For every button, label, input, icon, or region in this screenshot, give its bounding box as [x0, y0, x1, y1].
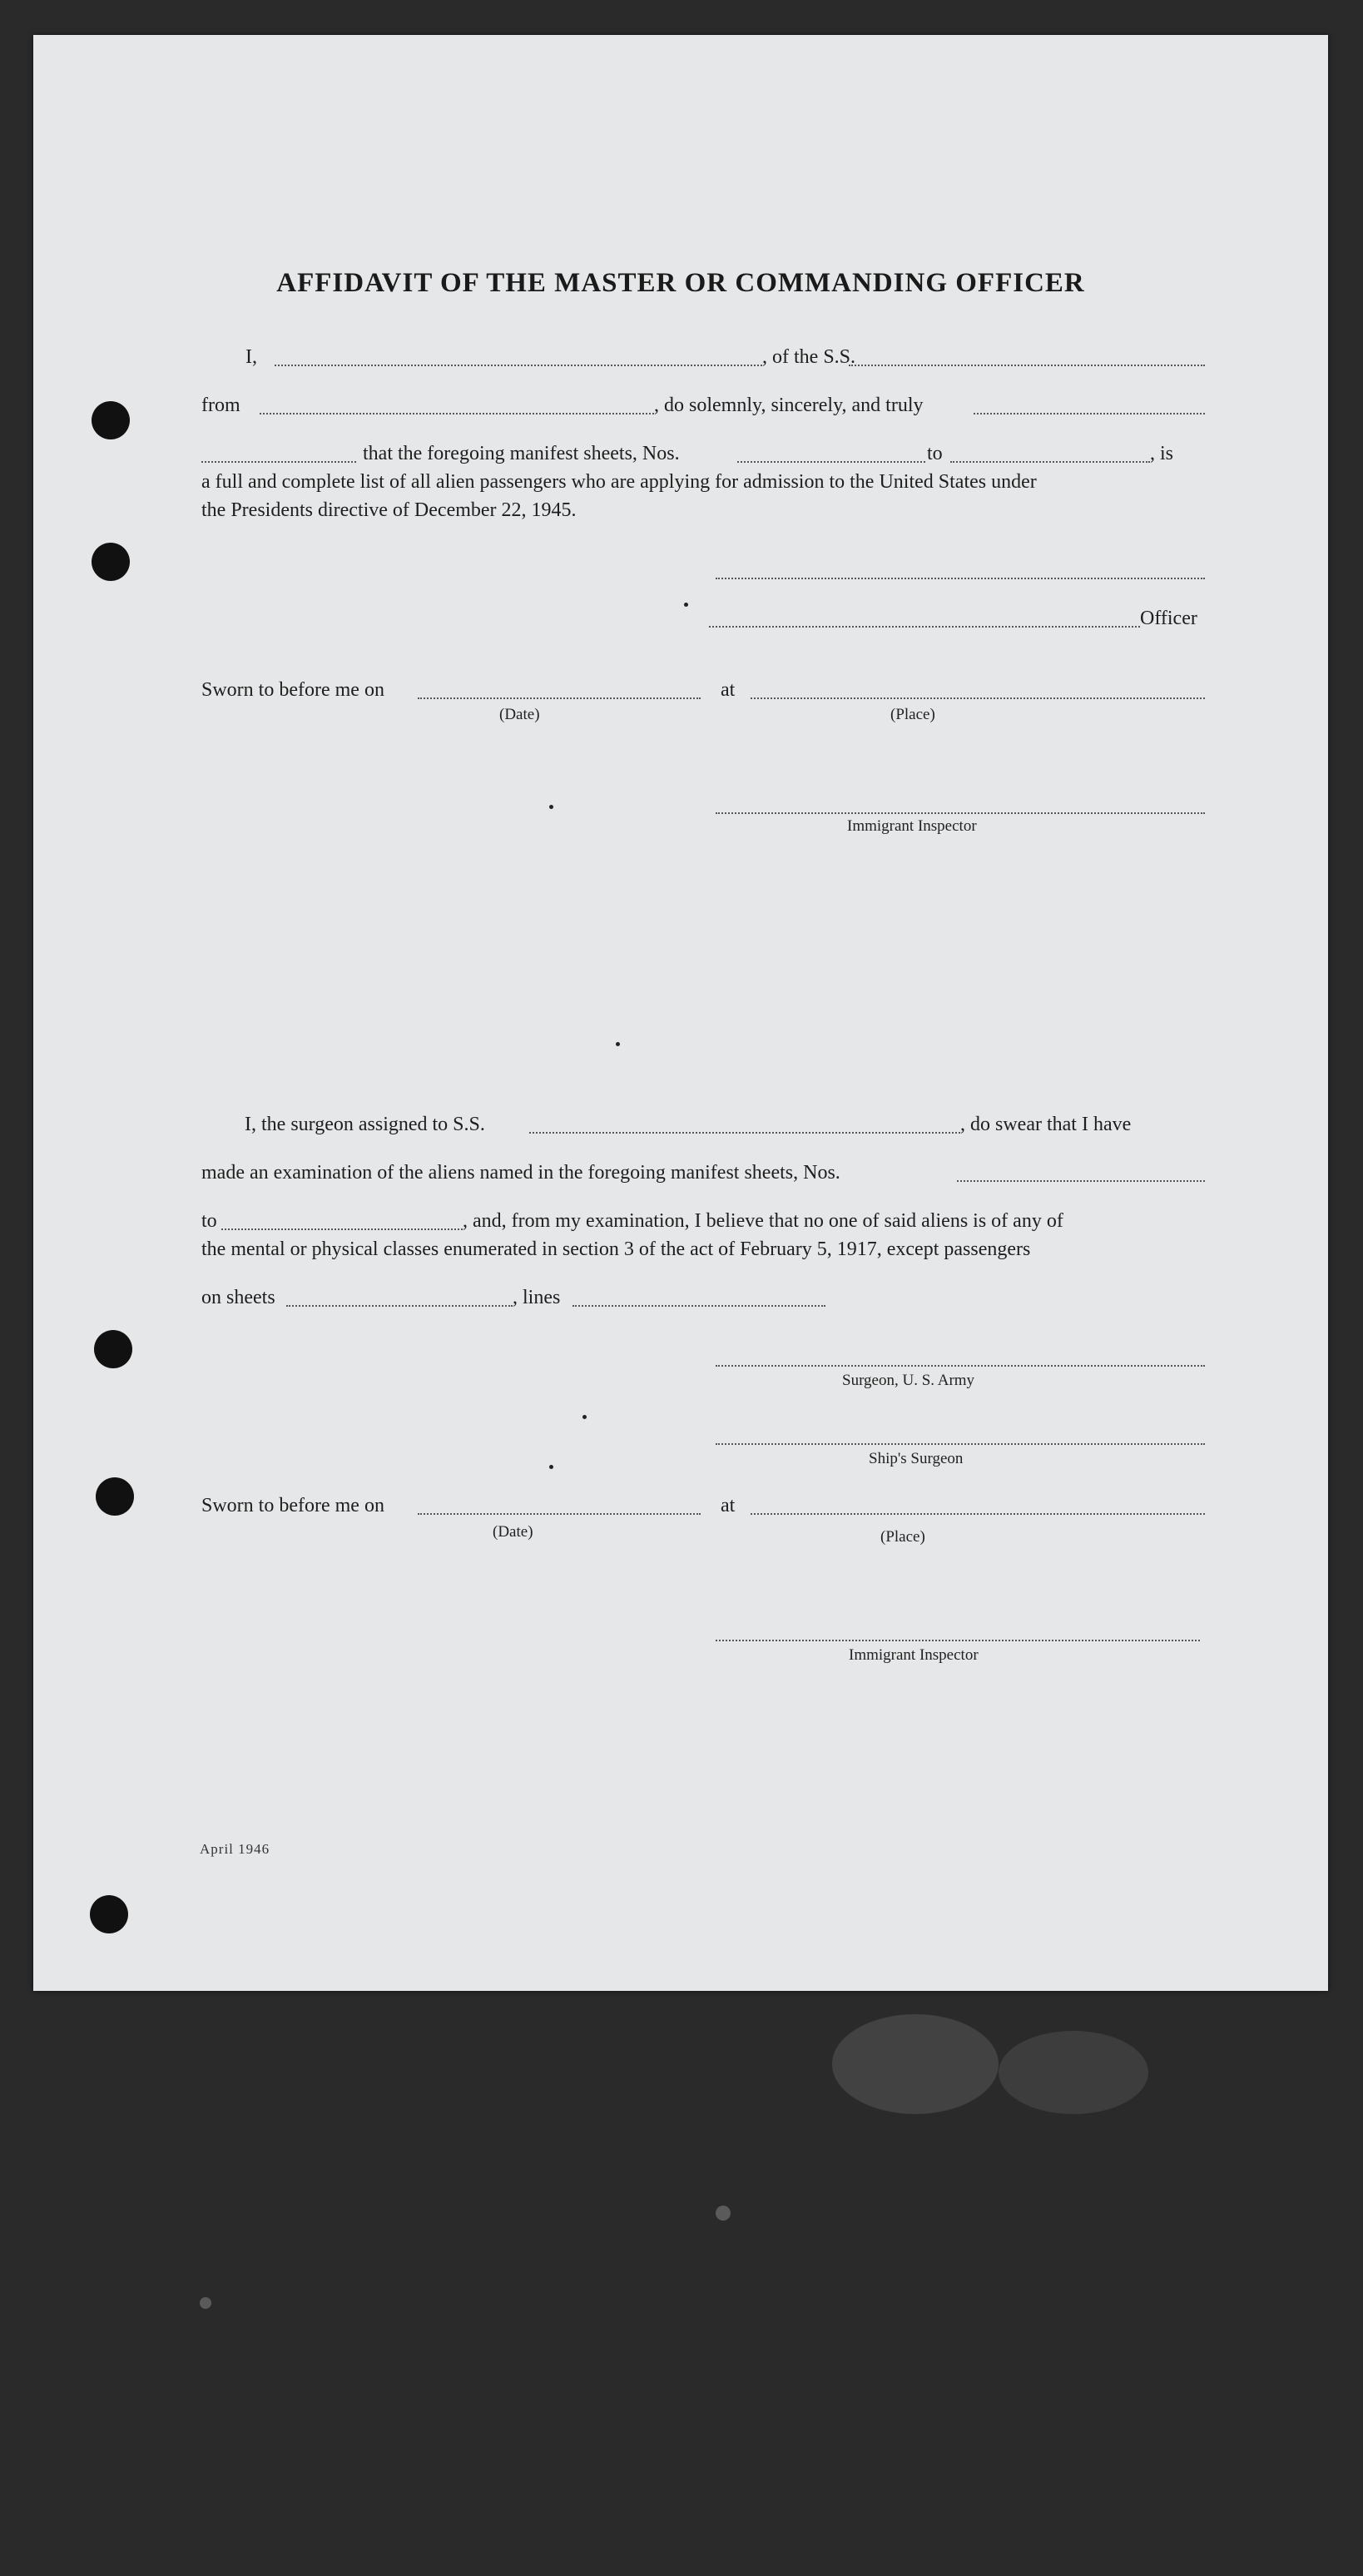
master-sworn-date-field[interactable]: [418, 697, 701, 699]
punch-hole: [96, 1477, 134, 1516]
officer-signature-line-2[interactable]: [709, 626, 1140, 628]
stray-mark: [684, 603, 688, 607]
master-inspector-caption: Immigrant Inspector: [847, 817, 977, 835]
master-line1-i: I,: [245, 346, 257, 368]
backdrop-speck: [999, 2031, 1148, 2114]
master-date-caption: (Date): [499, 706, 540, 723]
surgeon-line4: the mental or physical classes enumerated in section 3 of the act of February 5, 1917, except passengers: [201, 1238, 1031, 1260]
sheets-to-field[interactable]: [950, 461, 1150, 463]
surgeon-line1-a: I, the surgeon assigned to S.S.: [245, 1114, 485, 1135]
stray-mark: [616, 1042, 620, 1046]
master-place-caption: (Place): [890, 706, 935, 723]
master-line1-of-ss: , of the S.S.: [762, 346, 856, 368]
surgeon-place-caption: (Place): [880, 1528, 925, 1546]
except-lines-field[interactable]: [572, 1305, 825, 1307]
form-date: April 1946: [200, 1841, 270, 1857]
army-surgeon-signature[interactable]: [716, 1365, 1205, 1367]
stray-mark: [582, 1415, 587, 1419]
master-line3-a: that the foregoing manifest sheets, Nos.: [363, 443, 680, 464]
punch-hole: [92, 543, 130, 581]
punch-hole: [92, 401, 130, 439]
surgeon-ship-field[interactable]: [529, 1132, 960, 1134]
master-name-field[interactable]: [275, 365, 762, 366]
backdrop-speck: [716, 2206, 731, 2221]
surgeon-line3-to: to: [201, 1210, 217, 1232]
surgeon-line5-a: on sheets: [201, 1287, 275, 1308]
punch-hole: [94, 1330, 132, 1368]
master-sworn-label: Sworn to before me on: [201, 679, 384, 701]
surgeon-sworn-place-field[interactable]: [751, 1513, 1205, 1515]
officer-signature-line-1[interactable]: [716, 578, 1205, 579]
master-line2-from: from: [201, 395, 240, 416]
master-line3-to: to: [927, 443, 943, 464]
surgeon-inspector-caption: Immigrant Inspector: [849, 1646, 979, 1664]
surgeon-sworn-label: Sworn to before me on: [201, 1495, 384, 1516]
stray-mark: [549, 805, 553, 809]
stray-mark: [549, 1465, 553, 1469]
master-line5: the Presidents directive of December 22, 1945.: [201, 499, 577, 521]
surgeon-inspector-signature[interactable]: [716, 1640, 1200, 1641]
surgeon-sworn-date-field[interactable]: [418, 1513, 701, 1515]
except-sheets-field[interactable]: [286, 1305, 513, 1307]
oath-continued-field[interactable]: [201, 461, 356, 463]
oath-field[interactable]: [974, 413, 1205, 414]
surgeon-sheets-from-field[interactable]: [957, 1180, 1205, 1182]
officer-label: Officer: [1140, 608, 1197, 629]
army-surgeon-caption: Surgeon, U. S. Army: [842, 1372, 975, 1389]
master-line2-mid: , do solemnly, sincerely, and truly: [654, 395, 924, 416]
surgeon-line3-b: , and, from my examination, I believe that no one of said aliens is of any of: [463, 1210, 1063, 1232]
ship-surgeon-signature[interactable]: [716, 1443, 1205, 1445]
form-title: AFFIDAVIT OF THE MASTER OR COMMANDING OFFICER: [276, 268, 1085, 298]
backdrop-speck: [200, 2297, 211, 2309]
surgeon-date-caption: (Date): [493, 1523, 533, 1541]
surgeon-at-label: at: [721, 1495, 736, 1516]
surgeon-line2: made an examination of the aliens named in the foregoing manifest sheets, Nos.: [201, 1162, 840, 1184]
surgeon-sheets-to-field[interactable]: [221, 1228, 463, 1230]
master-at-label: at: [721, 679, 736, 701]
from-port-field[interactable]: [260, 413, 654, 414]
backdrop-speck: [832, 2014, 999, 2114]
master-inspector-signature[interactable]: [716, 812, 1205, 814]
surgeon-line5-b: , lines: [513, 1287, 561, 1308]
ship-name-field[interactable]: [849, 365, 1205, 366]
sheets-from-field[interactable]: [737, 461, 925, 463]
master-line4: a full and complete list of all alien passengers who are applying for admission to the United States under: [201, 471, 1037, 493]
form-sheet: [33, 35, 1328, 1991]
master-sworn-place-field[interactable]: [751, 697, 1205, 699]
punch-hole: [90, 1895, 128, 1933]
master-line3-is: , is: [1150, 443, 1174, 464]
ship-surgeon-caption: Ship's Surgeon: [869, 1450, 964, 1467]
surgeon-line1-b: , do swear that I have: [960, 1114, 1132, 1135]
